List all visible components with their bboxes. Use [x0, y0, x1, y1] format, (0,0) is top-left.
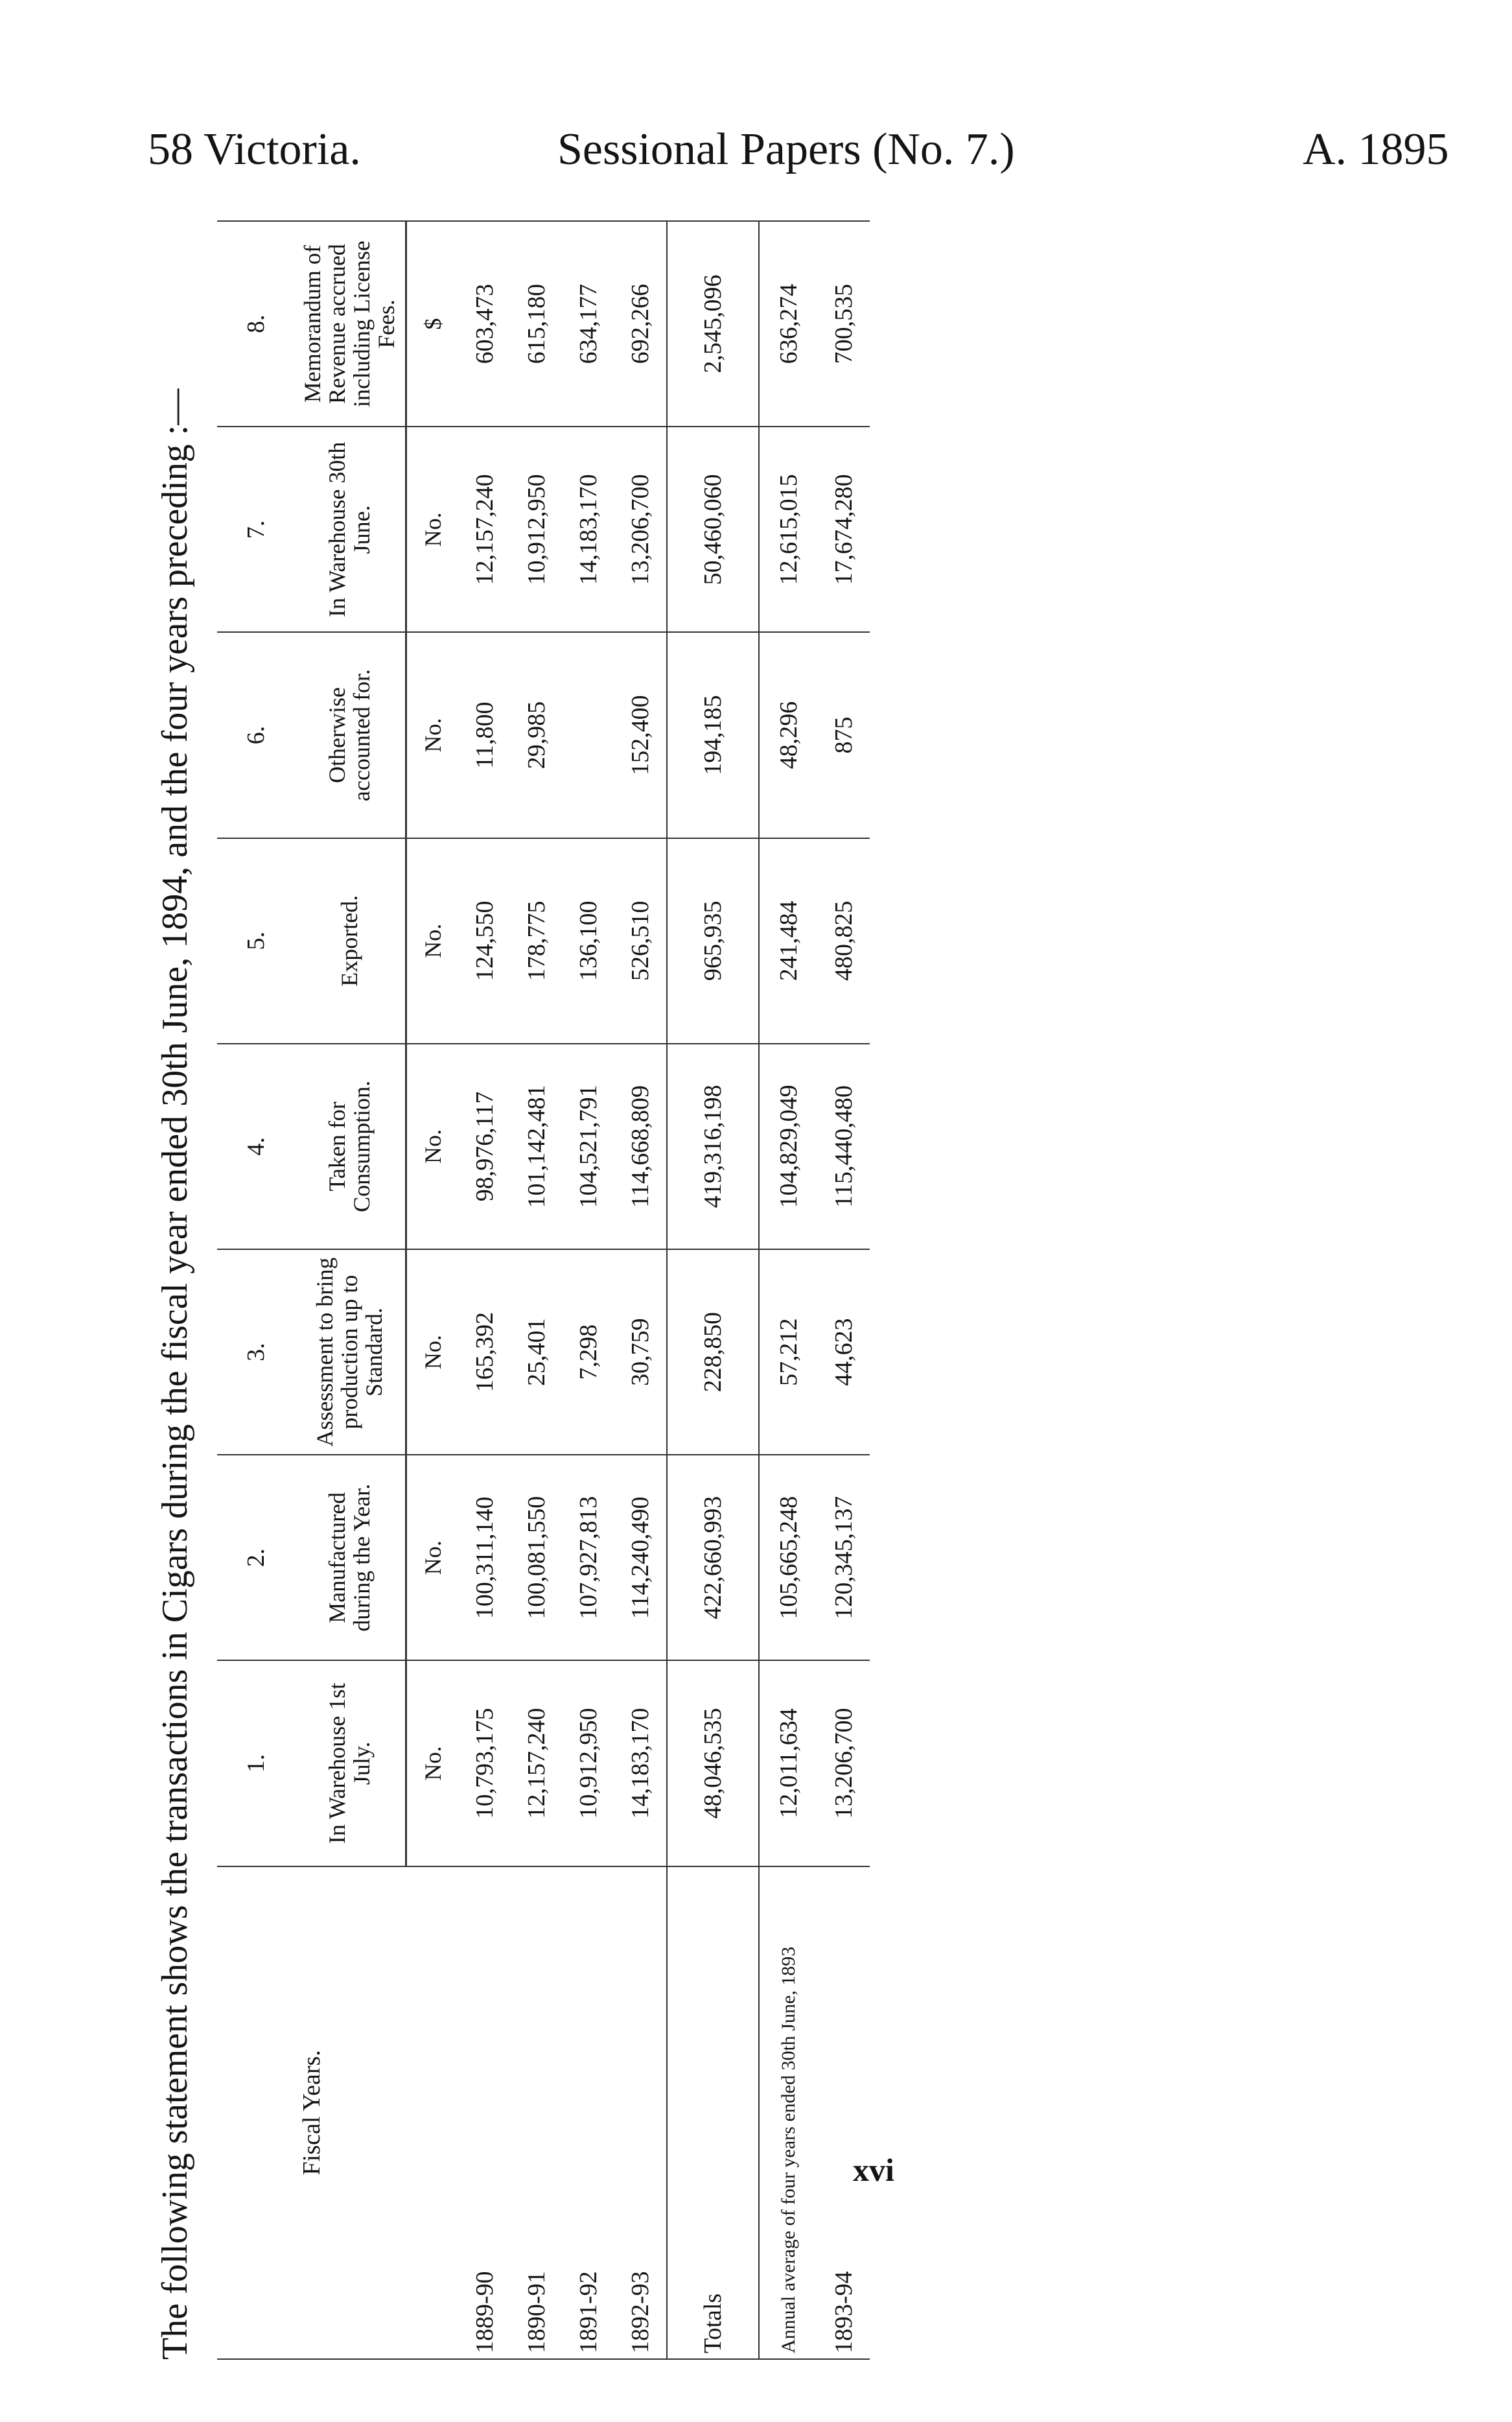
table-cell: 12,615,015: [759, 427, 818, 632]
col-number: 3.: [217, 1249, 295, 1455]
col-number: 1.: [217, 1660, 295, 1866]
table-cell: 100,311,140: [459, 1455, 511, 1660]
table-cell: 57,212: [759, 1249, 818, 1455]
row-label: 1890-91: [511, 1866, 563, 2359]
table-cell: 615,180: [511, 221, 563, 427]
table-cell: 14,183,170: [563, 427, 614, 632]
current-label: 1893-94: [818, 1866, 870, 2359]
table-cell: 100,081,550: [511, 1455, 563, 1660]
table-cell: 136,100: [563, 838, 614, 1044]
col-number: 2.: [217, 1455, 295, 1660]
row-label: 1892-93: [614, 1866, 667, 2359]
table-cell: 101,142,481: [511, 1044, 563, 1249]
col-number: 7.: [217, 427, 295, 632]
table-cell: 419,316,198: [667, 1044, 759, 1249]
col-title: Assessment to bring production up to Standard.: [295, 1249, 406, 1455]
table-cell: 636,274: [759, 221, 818, 427]
table-cell: 14,183,170: [614, 1660, 667, 1866]
table-cell: 105,665,248: [759, 1455, 818, 1660]
table-cell: 526,510: [614, 838, 667, 1044]
table-cell: 104,521,791: [563, 1044, 614, 1249]
col-title: Memorandum of Revenue accrued including License Fees.: [295, 221, 406, 427]
table-cell: 603,473: [459, 221, 511, 427]
average-row: [759, 221, 818, 2359]
cigars-table: [217, 220, 870, 2360]
table-cell: 692,266: [614, 221, 667, 427]
table-cell: 114,668,809: [614, 1044, 667, 1249]
average-label: Annual average of four years ended 30th June, 1893: [759, 1866, 818, 2359]
table-cell: 194,185: [667, 632, 759, 838]
table-cell: 7,298: [563, 1249, 614, 1455]
table-cell: 634,177: [563, 221, 614, 427]
unit-cell: No.: [406, 632, 459, 838]
col-number: 5.: [217, 838, 295, 1044]
row-label: 1891-92: [563, 1866, 614, 2359]
table-cell: 114,240,490: [614, 1455, 667, 1660]
table-row: [563, 221, 614, 2359]
header-year: A. 1895: [1303, 124, 1449, 174]
table-cell: 875: [818, 632, 870, 838]
table-row: [511, 221, 563, 2359]
col-title: Exported.: [295, 838, 406, 1044]
table-cell: 2,545,096: [667, 221, 759, 427]
header-session: 58 Victoria.: [148, 124, 361, 174]
table-cell: 29,985: [511, 632, 563, 838]
totals-label: Totals: [667, 1866, 759, 2359]
table-cell: 44,623: [818, 1249, 870, 1455]
table-cell: 50,460,060: [667, 427, 759, 632]
table-cell: 965,935: [667, 838, 759, 1044]
col-title: Taken for Consumption.: [295, 1044, 406, 1249]
table-cell: 48,046,535: [667, 1660, 759, 1866]
table-cell: 13,206,700: [614, 427, 667, 632]
table-cell: 30,759: [614, 1249, 667, 1455]
rotated-table-block: [143, 220, 1115, 2360]
table-row: [614, 221, 667, 2359]
unit-cell: No.: [406, 838, 459, 1044]
table-cell: 10,912,950: [563, 1660, 614, 1866]
table-cell: 10,912,950: [511, 427, 563, 632]
unit-cell: No.: [406, 427, 459, 632]
col-title: Manufactured during the Year.: [295, 1455, 406, 1660]
totals-row: [667, 221, 759, 2359]
table-cell: 178,775: [511, 838, 563, 1044]
unit-cell: No.: [406, 1044, 459, 1249]
header-title: Sessional Papers (No. 7.): [557, 124, 1015, 174]
table-cell: 152,400: [614, 632, 667, 838]
table-cell: [563, 632, 614, 838]
table-row: [459, 221, 511, 2359]
table-cell: 124,550: [459, 838, 511, 1044]
table-cell: 480,825: [818, 838, 870, 1044]
col-number: 6.: [217, 632, 295, 838]
table-cell: 12,157,240: [511, 1660, 563, 1866]
table-cell: 700,535: [818, 221, 870, 427]
col-title: Otherwise accounted for.: [295, 632, 406, 838]
table-cell: 165,392: [459, 1249, 511, 1455]
unit-cell: No.: [406, 1455, 459, 1660]
table-cell: 107,927,813: [563, 1455, 614, 1660]
col-title: In Warehouse 30th June.: [295, 427, 406, 632]
table-caption: The following statement shows the transactions in Cigars during the fiscal year ended 30th June, 1894, and the four years preceding :—: [155, 388, 195, 2360]
unit-row: [406, 221, 459, 2359]
unit-cell: No.: [406, 1249, 459, 1455]
table-cell: 12,011,634: [759, 1660, 818, 1866]
current-year-row: [818, 221, 870, 2359]
col-title: In Warehouse 1st July.: [295, 1660, 406, 1866]
col-number: 8.: [217, 221, 295, 427]
fiscal-years-header: Fiscal Years.: [217, 1866, 406, 2359]
table-cell: 10,793,175: [459, 1660, 511, 1866]
row-label: 1889-90: [459, 1866, 511, 2359]
table-cell: 104,829,049: [759, 1044, 818, 1249]
table-cell: 422,660,993: [667, 1455, 759, 1660]
table-cell: 11,800: [459, 632, 511, 838]
table-cell: 241,484: [759, 838, 818, 1044]
col-number: 4.: [217, 1044, 295, 1249]
table-cell: 228,850: [667, 1249, 759, 1455]
table-cell: 25,401: [511, 1249, 563, 1455]
unit-cell: No.: [406, 1660, 459, 1866]
page-number: xvi: [853, 2152, 894, 2188]
table-cell: 13,206,700: [818, 1660, 870, 1866]
table-cell: 115,440,480: [818, 1044, 870, 1249]
table-cell: 48,296: [759, 632, 818, 838]
unit-cell: $: [406, 221, 459, 427]
table-cell: 17,674,280: [818, 427, 870, 632]
table-cell: 98,976,117: [459, 1044, 511, 1249]
table-cell: 120,345,137: [818, 1455, 870, 1660]
table-cell: 12,157,240: [459, 427, 511, 632]
